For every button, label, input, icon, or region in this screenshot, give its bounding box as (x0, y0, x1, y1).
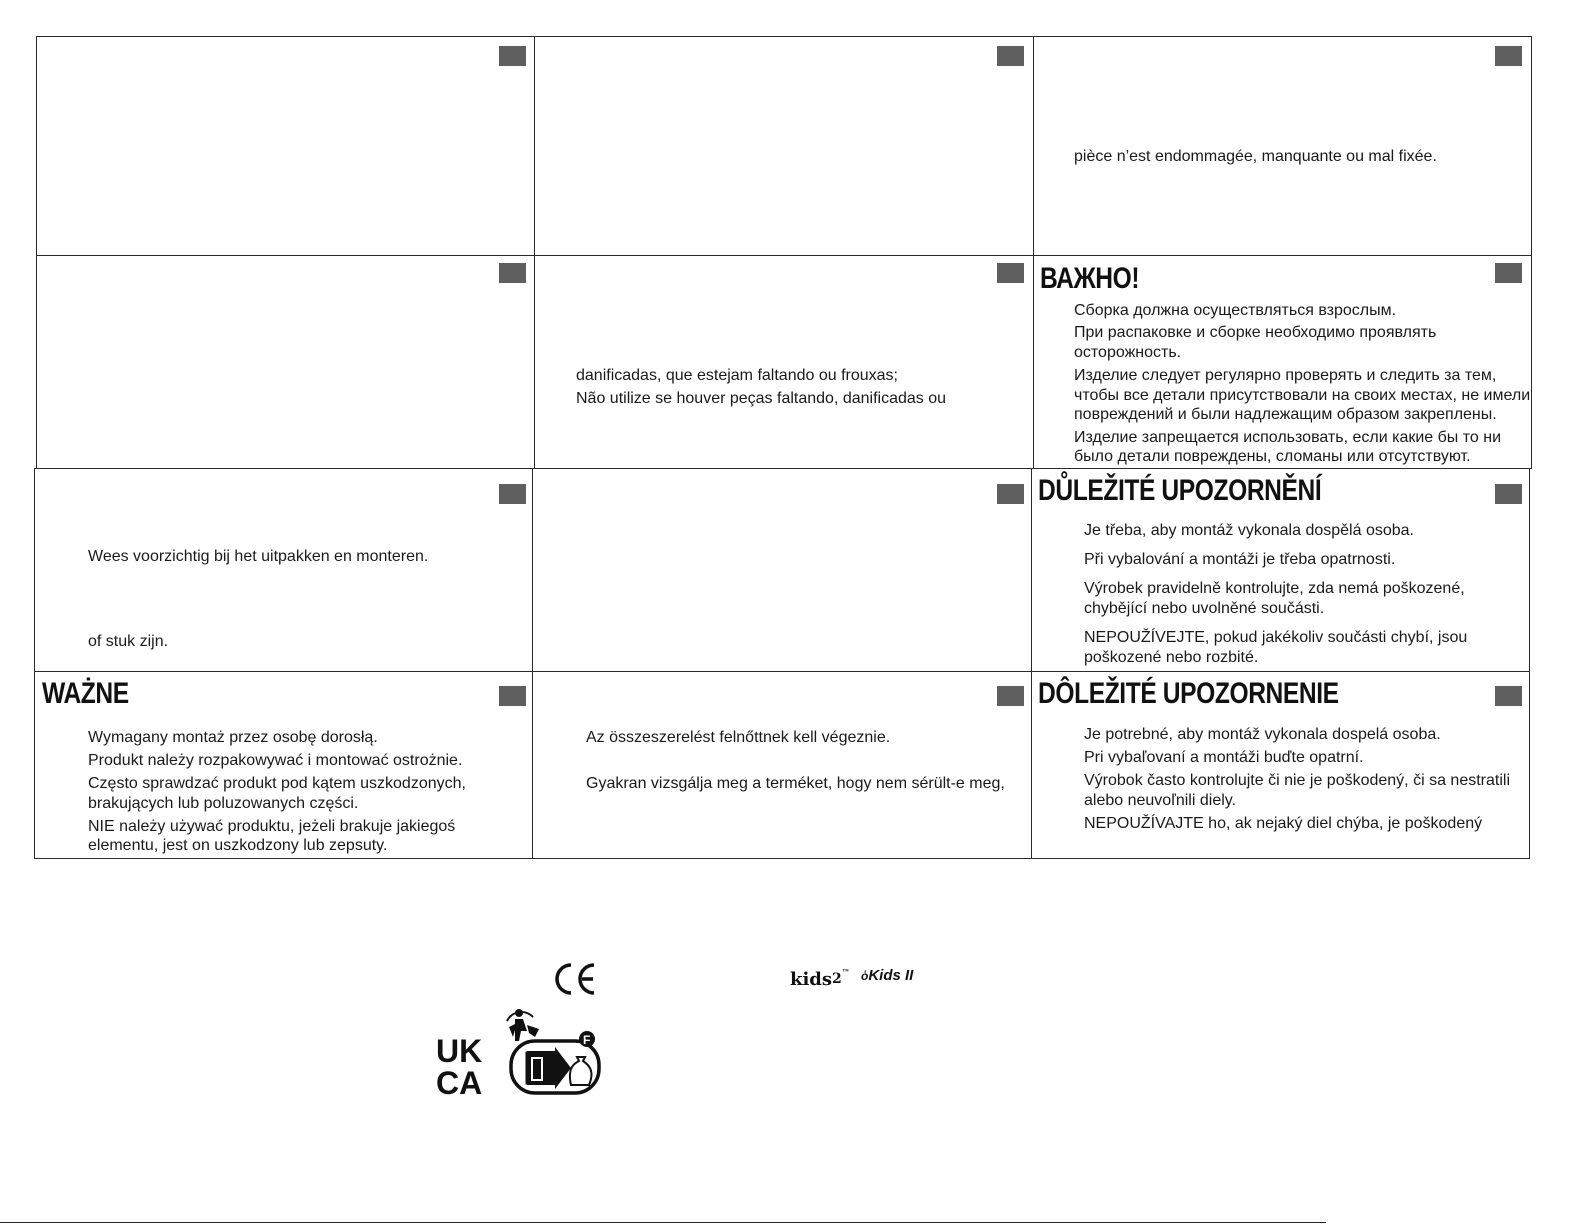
warning-line: повреждений и были надлежащим образом закреплены. (1074, 406, 1497, 423)
warning-line: elementu, jest on uszkodzony lub zepsuty. (88, 837, 388, 854)
language-marker (1495, 484, 1522, 504)
panel-r3c3 (1031, 468, 1530, 672)
language-marker (499, 46, 526, 66)
warning-line: осторожность. (1074, 344, 1182, 361)
panel-r2c2 (534, 255, 1034, 469)
warning-line: Az összeszerelést felnőttnek kell végeznie. (586, 729, 891, 746)
panel-r1c3 (1033, 36, 1532, 256)
logo-kids-text: kids (790, 969, 833, 990)
language-marker (1495, 46, 1522, 66)
ukca-top-label: UK (436, 1034, 483, 1069)
panel-heading: DÔLEŽITÉ UPOZORNENIE (1038, 677, 1339, 710)
warning-line: Produkt należy rozpakowywać i montować ostrożnie. (88, 752, 463, 769)
language-marker (997, 484, 1024, 504)
warning-line: Pri vybaľovaní a montáži buďte opatrní. (1084, 749, 1364, 766)
warning-line: Изделие следует регулярно проверять и следить за тем, (1074, 367, 1497, 384)
ukca-mark-icon (436, 1034, 496, 1096)
warning-line: NEPOUŽÍVEJTE, pokud jakékoliv součásti chybí, jsou (1084, 629, 1468, 646)
language-marker (997, 263, 1024, 283)
recycling-info-icon (505, 1007, 605, 1099)
panel-r3c1 (34, 468, 533, 672)
warning-line: poškozené nebo rozbité. (1084, 649, 1259, 666)
language-marker (1495, 686, 1522, 706)
warning-line: Изделие запрещается использовать, если какие бы то ни (1074, 429, 1502, 446)
warning-line: Gyakran vizsgálja meg a terméket, hogy nem sérült-e meg, (586, 775, 1005, 792)
warning-line: danificadas, que estejam faltando ou frouxas; (576, 367, 898, 384)
warning-line: brakujących lub poluzowanych części. (88, 795, 359, 812)
warning-line: Výrobek pravidelně kontrolujte, zda nemá poškozené, (1084, 580, 1465, 597)
ce-mark-label: CE (575, 982, 577, 983)
panel-heading: DŮLEŽITÉ UPOZORNĚNÍ (1038, 474, 1322, 507)
language-marker (1495, 263, 1522, 283)
language-marker (499, 484, 526, 504)
panel-r4c2 (532, 671, 1032, 859)
logo-kids-super: 2 (832, 971, 842, 987)
logo-tm: ™ (841, 967, 850, 977)
panel-r1c1 (36, 36, 535, 256)
warning-line: чтобы все детали присутствовали на своих местах, не имели (1074, 387, 1531, 404)
language-marker (499, 263, 526, 283)
panel-r2c3 (1033, 255, 1532, 469)
panel-heading: ВАЖНО! (1040, 262, 1140, 295)
language-marker (997, 686, 1024, 706)
warning-line: of stuk zijn. (88, 633, 169, 650)
warning-line: Não utilize se houver peças faltando, danificadas ou (576, 390, 947, 407)
warning-line: pièce n’est endommagée, manquante ou mal fixée. (1074, 148, 1437, 165)
warning-line: NEPOUŽÍVAJTE ho, ak nejaký diel chýba, je poškodený (1084, 815, 1483, 832)
warning-line: Сборка должна осуществляться взрослым. (1074, 302, 1397, 319)
warning-line: alebo neuvoľnili diely. (1084, 792, 1237, 809)
warning-line: При распаковке и сборке необходимо проявлять (1074, 324, 1437, 341)
warning-line: Wymagany montaż przez osobę dorosłą. (88, 729, 378, 746)
logo-kidsii-text: Kids II (868, 967, 914, 984)
ce-mark-icon (552, 962, 598, 996)
panel-r1c2 (534, 36, 1034, 256)
panel-heading: WAŻNE (42, 677, 129, 710)
warning-line: Výrobok často kontrolujte či nie je poškodený, či sa nestratili (1084, 772, 1510, 789)
warning-line: chybějící nebo uvolněné součásti. (1084, 600, 1325, 617)
panel-r3c2 (532, 468, 1032, 672)
panel-r2c1 (36, 255, 535, 469)
language-marker (499, 686, 526, 706)
warning-line: Je potrebné, aby montáž vykonala dospelá osoba. (1084, 726, 1441, 743)
warning-line: было детали повреждены, сломаны или отсутствуют. (1074, 448, 1471, 465)
language-marker (997, 46, 1024, 66)
warning-line: Wees voorzichtig bij het uitpakken en monteren. (88, 548, 429, 565)
bottom-rule (0, 1222, 1326, 1223)
panel-r4c3 (1031, 671, 1530, 859)
warning-line: Często sprawdzać produkt pod kątem uszkodzonych, (88, 775, 466, 792)
warning-line: Je třeba, aby montáž vykonala dospělá osoba. (1084, 522, 1414, 539)
warning-line: NIE należy używać produktu, jeżeli brakuje jakiegoś (88, 818, 456, 835)
recycle-badge-label: F (583, 1033, 591, 1047)
kids2-logo (790, 967, 850, 990)
panel-r4c1 (34, 671, 533, 859)
ukca-bottom-label: CA (436, 1065, 483, 1096)
kidsii-logo (861, 967, 913, 984)
kidsii-logo-icon: ὁ (861, 969, 869, 983)
warning-line: Při vybalování a montáži je třeba opatrnosti. (1084, 551, 1396, 568)
